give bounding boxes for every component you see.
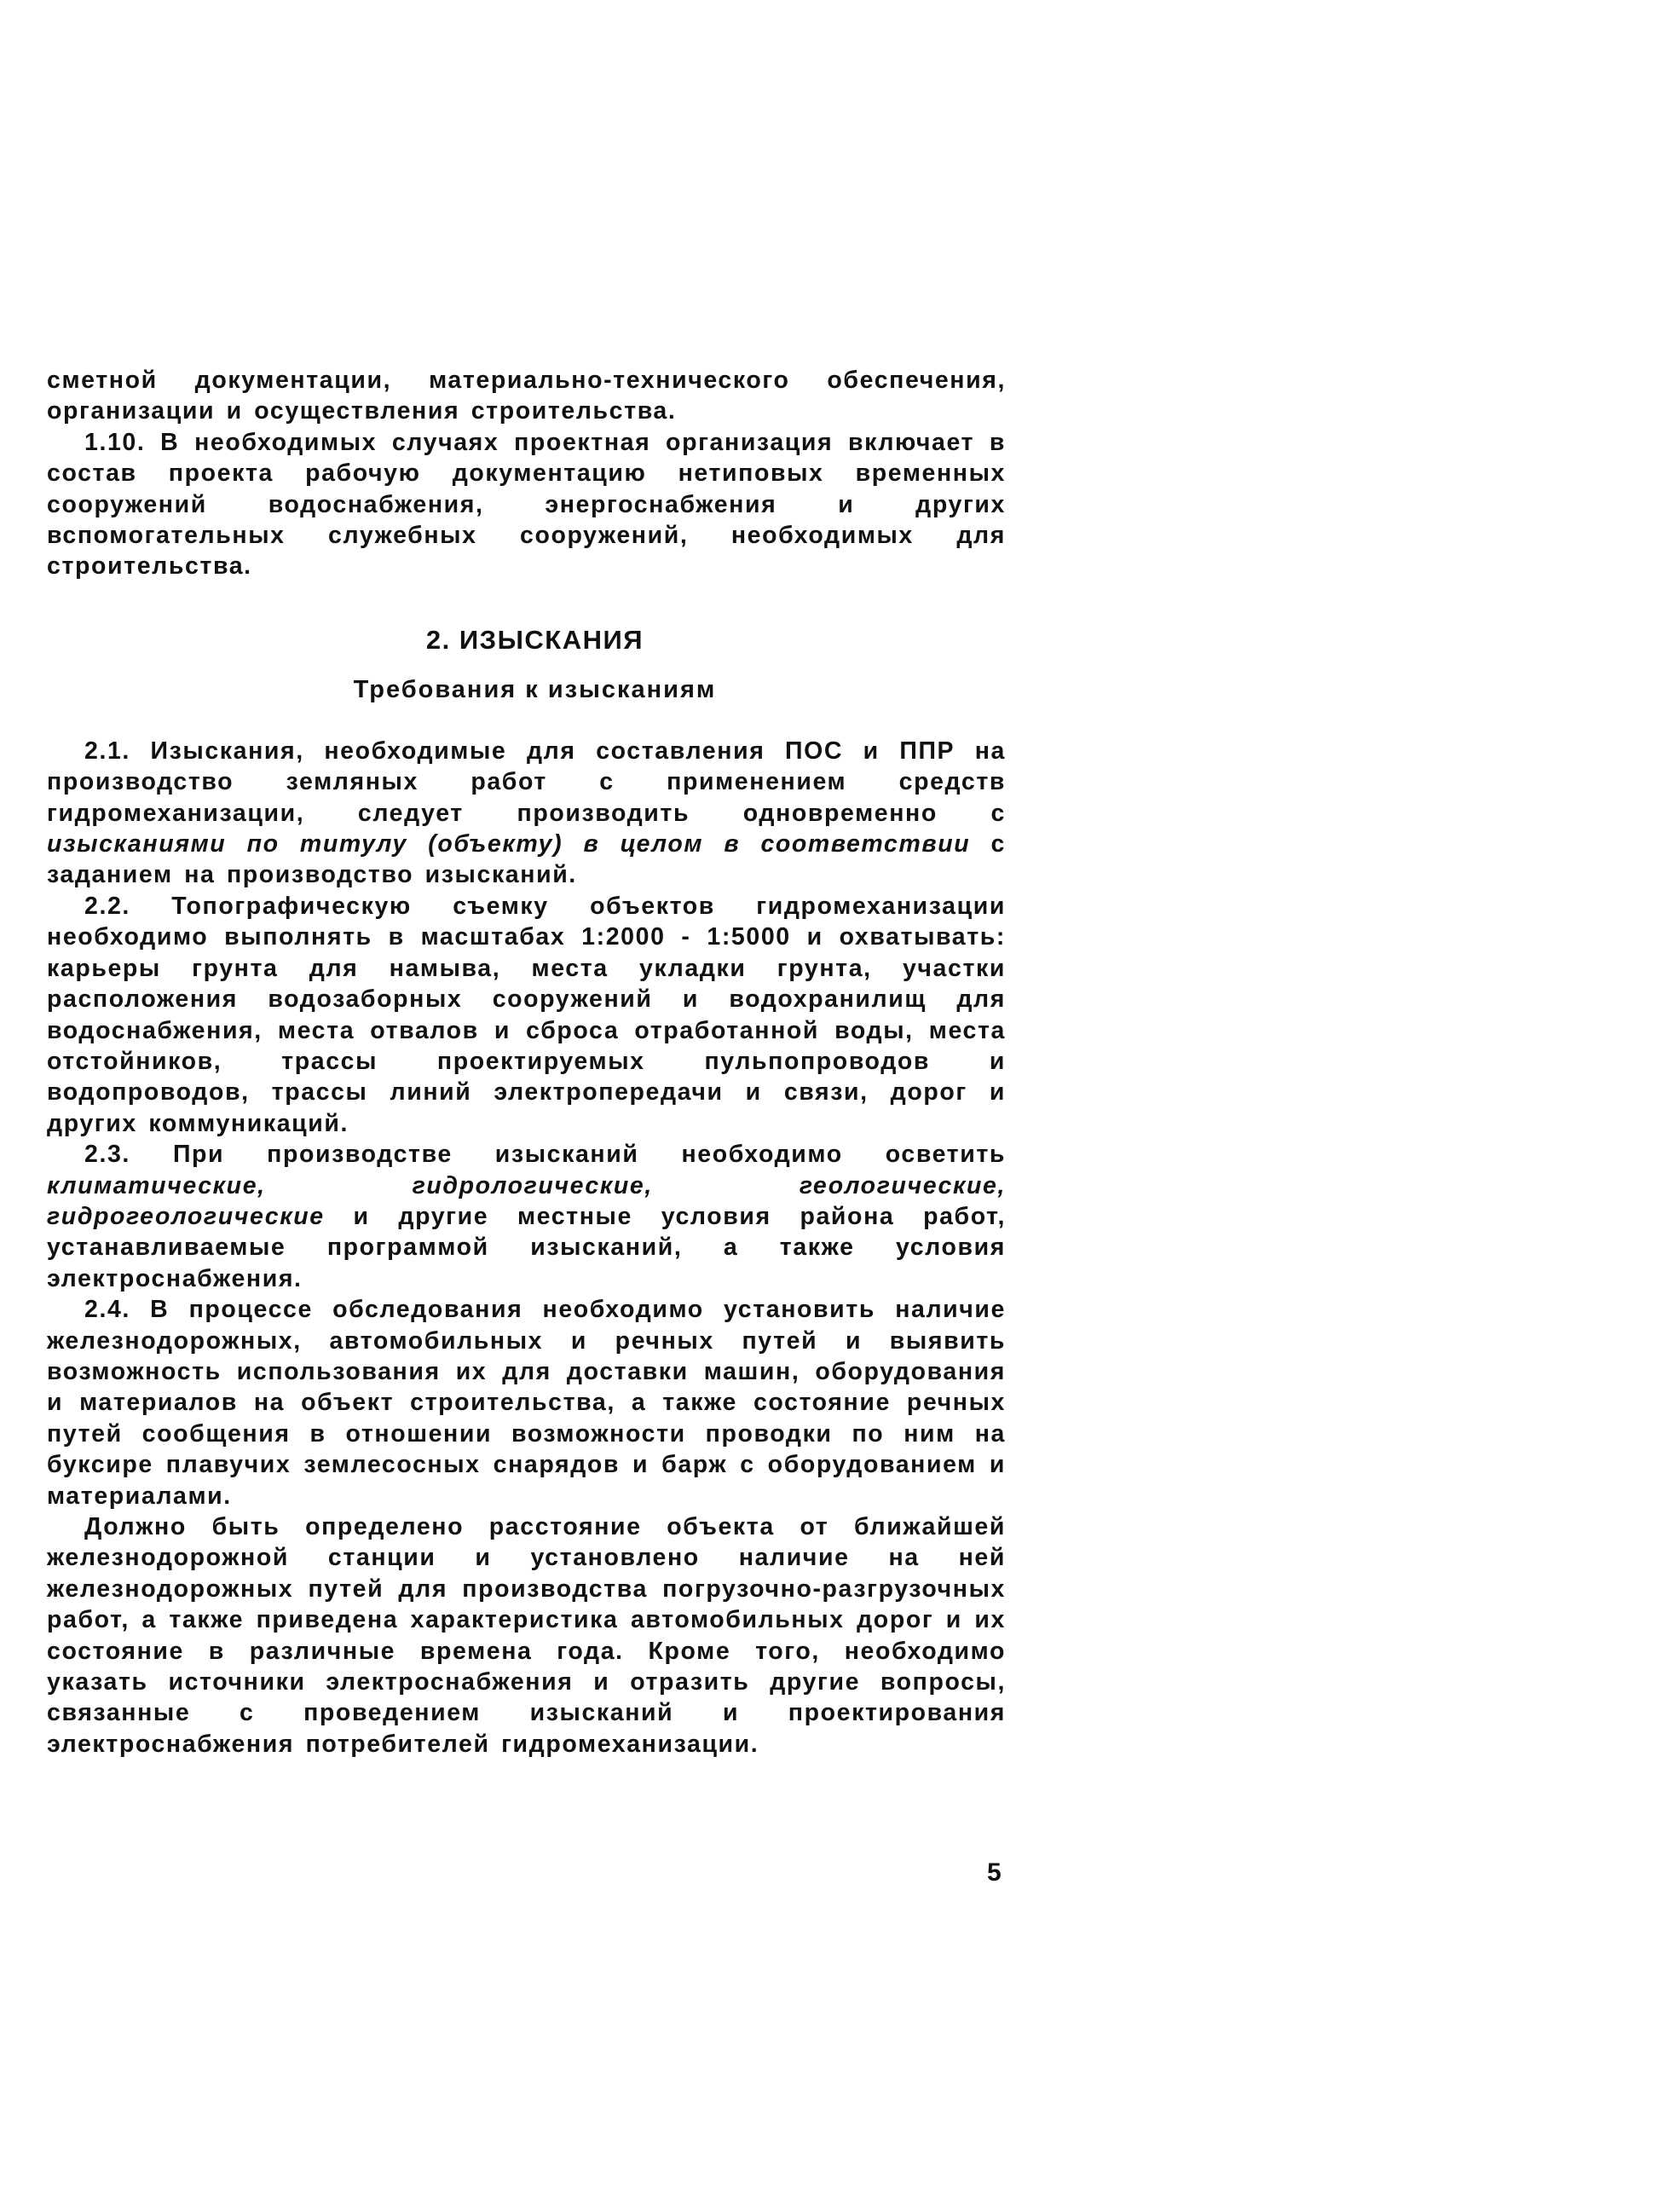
paragraph-2-3-end: и другие местные условия района работ, устанавливаемые программой изысканий, а также условия электроснабжения. — [47, 1202, 1006, 1292]
section-subtitle: Требования к изысканиям — [353, 675, 717, 703]
paragraph-2-1-start: 2.1. Изыскания, необходимые для составления ПОС и ППР на производство земляных работ с применением средств гидромеханизации, следует производить одновременно с — [47, 737, 1006, 827]
paragraph-2-1-end: с заданием на производство изысканий. — [47, 830, 1006, 889]
paragraph-2-3-start: 2.3. При производстве изысканий необходимо осветить — [84, 1141, 1006, 1169]
paragraph-2-3-italic: климатические, гидрологические, геологические, гидрогеологические — [47, 1171, 1006, 1230]
paragraph-2-2: 2.2. Топографическую съемку объектов гидромеханизации необходимо выполнять в масштабах 1:2000 - 1:5000 и охватывать: карьеры грунта для намыва, места укладки грунта, участки расположения водозаборных сооружений и водохранилищ для водоснабжения, места отвалов и сброса отработанной воды, места отстойников, трассы проектируемых пульпопроводов и водопроводов, трассы линий электропередачи и связи, дорог и других коммуникаций. — [47, 892, 1006, 1137]
spacer — [47, 707, 1006, 736]
intro-paragraph: сметной документации, материально-технического обеспечения, организации и осуществления строительства. — [47, 367, 1006, 425]
text-column — [47, 365, 1006, 1760]
paragraph-1-10: 1.10. В необходимых случаях проектная организация включает в состав проекта рабочую документацию нетиповых временных сооружений водоснабжения, энергоснабжения и других вспомогательных служебных сооружений, необходимых для строительства. — [47, 428, 1006, 581]
paragraph-final: Должно быть определено расстояние объекта от ближайшей железнодорожной станции и установлено наличие на ней железнодорожных путей для производства погрузочно-разгрузочных работ, а также приведена характеристика автомобильных дорог и их состояние в различные времена года. Кроме того, необходимо указать источники электроснабжения и отразить другие вопросы, связанные с проведением изысканий и проектирования электроснабжения потребителей гидромеханизации. — [47, 1513, 1006, 1758]
page-number: 5 — [987, 1858, 1002, 1887]
section-title: 2. ИЗЫСКАНИЯ — [425, 624, 644, 655]
paragraph-2-1 — [47, 736, 1006, 891]
paragraph-2-4: 2.4. В процессе обследования необходимо установить наличие железнодорожных, автомобильных и речных путей и выявить возможность использования их для доставки машин, оборудования и материалов на объект строительства, а также состояние речных путей сообщения в отношении возможности проводки по ним на буксире плавучих землесосных снарядов и барж с оборудованием и материалами. — [47, 1296, 1006, 1510]
paragraph-2-3 — [47, 1139, 1006, 1294]
paragraph-2-1-italic: изысканиями по титулу (объекту) в целом в соответствии — [47, 830, 971, 858]
